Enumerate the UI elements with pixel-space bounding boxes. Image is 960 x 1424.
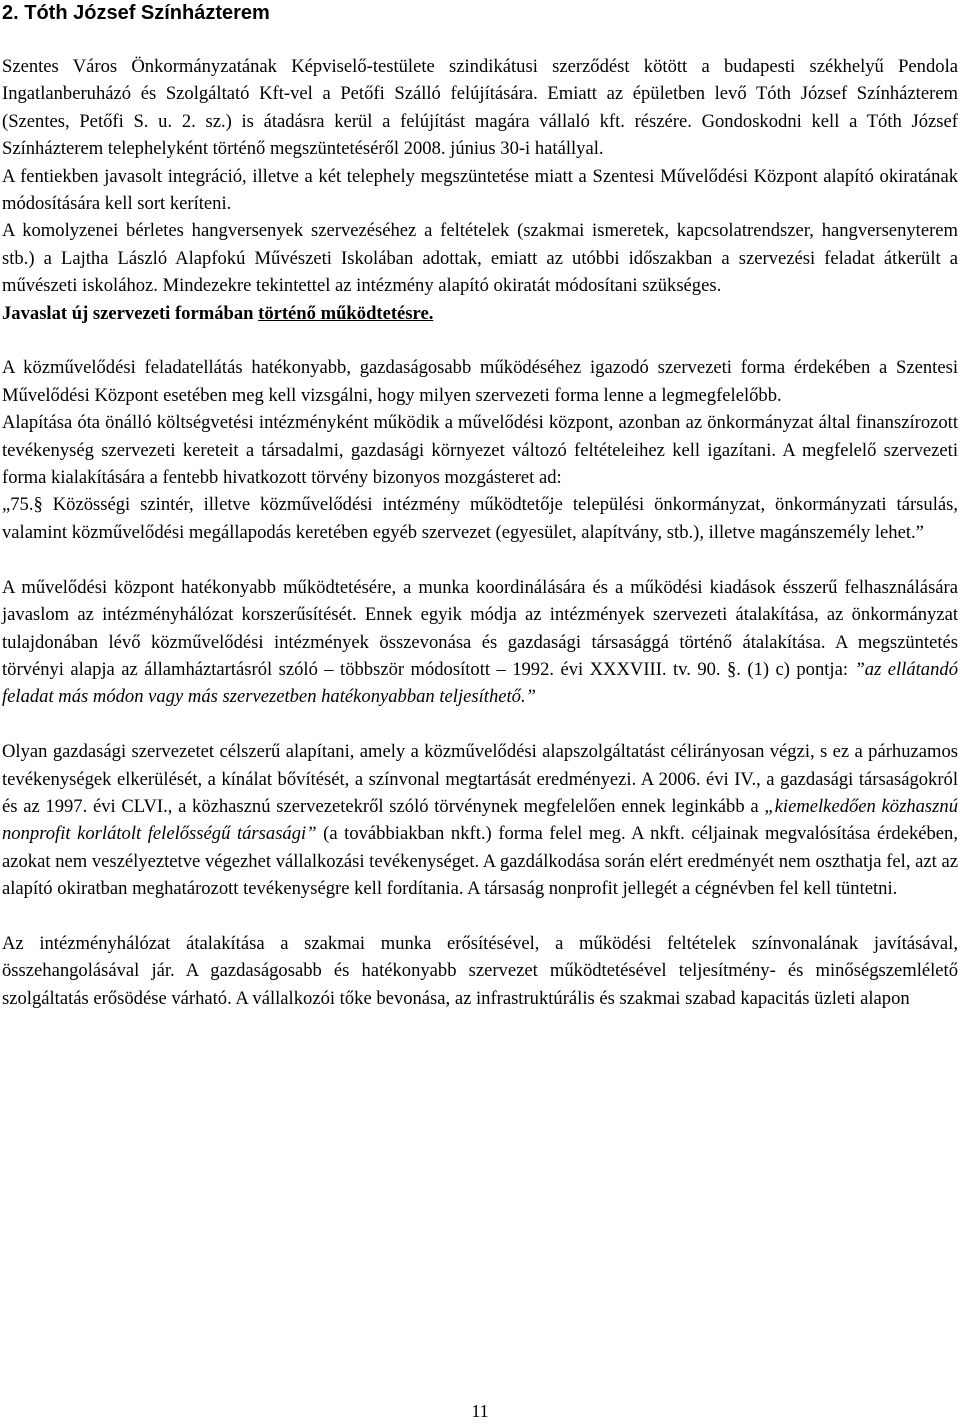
paragraph-nonprofit-form: „kiemelkedően közhasznú nonprofit korlátolt felelősségű társasági” [2,795,958,845]
paragraph-concerts: A komolyzenei bérletes hangversenyek szervezéséhez a feltételek (szakmai ismeretek, kapcsolatrendszer, hangversenyterem stb.) a Lajtha László Alapfokú Művészeti Iskolában adottak, emiatt az utóbbi időszakban a szervezési feladat átkerült a művészeti iskolához. Mindezekre tekintettel az intézmény alapító okiratát módosítani szükséges. [2,220,958,297]
paragraph-theatre-contract: Szentes Város Önkormányzatának Képviselő-testülete szindikátusi szerződést kötött a budapesti székhelyű Pendola Ingatlanberuházó és Szolgáltató Kft-vel a Petőfi Szálló felújítására. Emiatt az épületben levő Tóth József Színházterem (Szentes, Petőfi S. u. 2. sz.) is átadásra kerül a felújítást magára vállaló kft. részére. Gondoskodni kell a Tóth József Színházterem telephelyként történő megszüntetéséről 2008. június 30-i hatállyal. [2,56,958,160]
document-body [2,53,958,1012]
page-number: 11 [471,1401,489,1421]
paragraph-modernisation-text: A művelődési központ hatékonyabb működtetésére, a munka koordinálására és a működési kiadások ésszerű felhasználására javaslom az intézményhálózat korszerűsítését. Ennek egyik módja az intézmények szervezeti átalakítása, az önkormányzat tulajdonában lévő közművelődési intézmények összevonása és gazdasági társasággá történő átalakítása. A megszüntetés törvényi alapja az államháztartásról szóló – többször módosított – 1992. évi XXXVIII. tv. 90. §. (1) c) pontja: [2,576,958,680]
subheading-proposal-plain: Javaslat új szervezeti formában [2,302,259,324]
paragraph-restructuring: Az intézményhálózat átalakítása a szakmai munka erősítésével, a működési feltételek színvonalának javításával, összehangolásával jár. A gazdaságosabb és hatékonyabb szervezet működtetésével teljesítmény- és minőségszemlélető szolgáltatás erősödése várható. A vállalkozói tőke bevonása, az infrastruktúrális és szakmai szabad kapacitás üzleti alapon [2,932,958,1009]
paragraph-modernisation-quote: ”az ellátandó feladat más módon vagy más szervezetben hatékonyabban teljesíthető.” [2,658,958,708]
paragraph-nonprofit-text-2: (a továbbiakban nkft.) forma felel meg. A nkft. céljainak megvalósítása érdekében, azokat nem veszélyeztetve végezhet vállalkozási tevékenységet. A gazdálkodása során elért eredményét nem oszthatja fel, azt az alapító okiratban meghatározott tevékenységre kell fordítania. A társaság nonprofit jellegét a cégnévben fel kell tüntetni. [2,823,958,900]
paragraph-nonprofit [2,738,958,902]
paragraph-integration: A fentiekben javasolt integráció, illetve a két telephely megszüntetése miatt a Szentesi Művelődési Központ alapító okiratának módosítására kell sort keríteni. [2,165,958,215]
paragraph-efficiency: A közművelődési feladatellátás hatékonyabb, gazdaságosabb működéséhez igazodó szervezeti forma érdekében a Szentesi Művelődési Központ esetében meg kell vizsgálni, hogy milyen szervezeti forma lenne a legmegfelelőbb. [2,357,958,406]
subheading-proposal-underlined: történő működtetésre. [258,302,434,324]
paragraph-founding: Alapítása óta önálló költségvetési intézményként működik a művelődési központ, azonban az önkormányzat által finanszírozott tevékenység szervezeti kereteit a társadalmi, gazdasági környezet változó feltételeihez kell igazítani. A megfelelő szervezeti forma kialakítására a fentebb hivatkozott törvény bizonyos mozgásteret ad: [2,412,958,489]
subheading-proposal [2,300,958,327]
paragraph-law-quote: „75.§ Közösségi szintér, illetve közművelődési intézmény működtetője települési önkormányzat, önkormányzati társulás, valamint közművelődési megállapodás keretében egyéb szervezet (egyesület, alapítvány, stb.), illetve magánszemély lehet.” [2,494,958,543]
section-heading: 2. Tóth József Színházterem [2,2,270,24]
paragraph-nonprofit-text-1: Olyan gazdasági szervezetet célszerű alapítani, amely a közművelődési alapszolgáltatást célirányosan végzi, s ez a párhuzamos tevékenységek elkerülését, a kínálat bővítését, a színvonal megtartását eredményezi. A 2006. évi IV., a gazdasági társaságokról és az 1997. évi CLVI., a közhasznú szervezetekről szóló törvénynek megfelelően ennek leginkább a [2,741,958,817]
paragraph-modernisation [2,574,958,711]
